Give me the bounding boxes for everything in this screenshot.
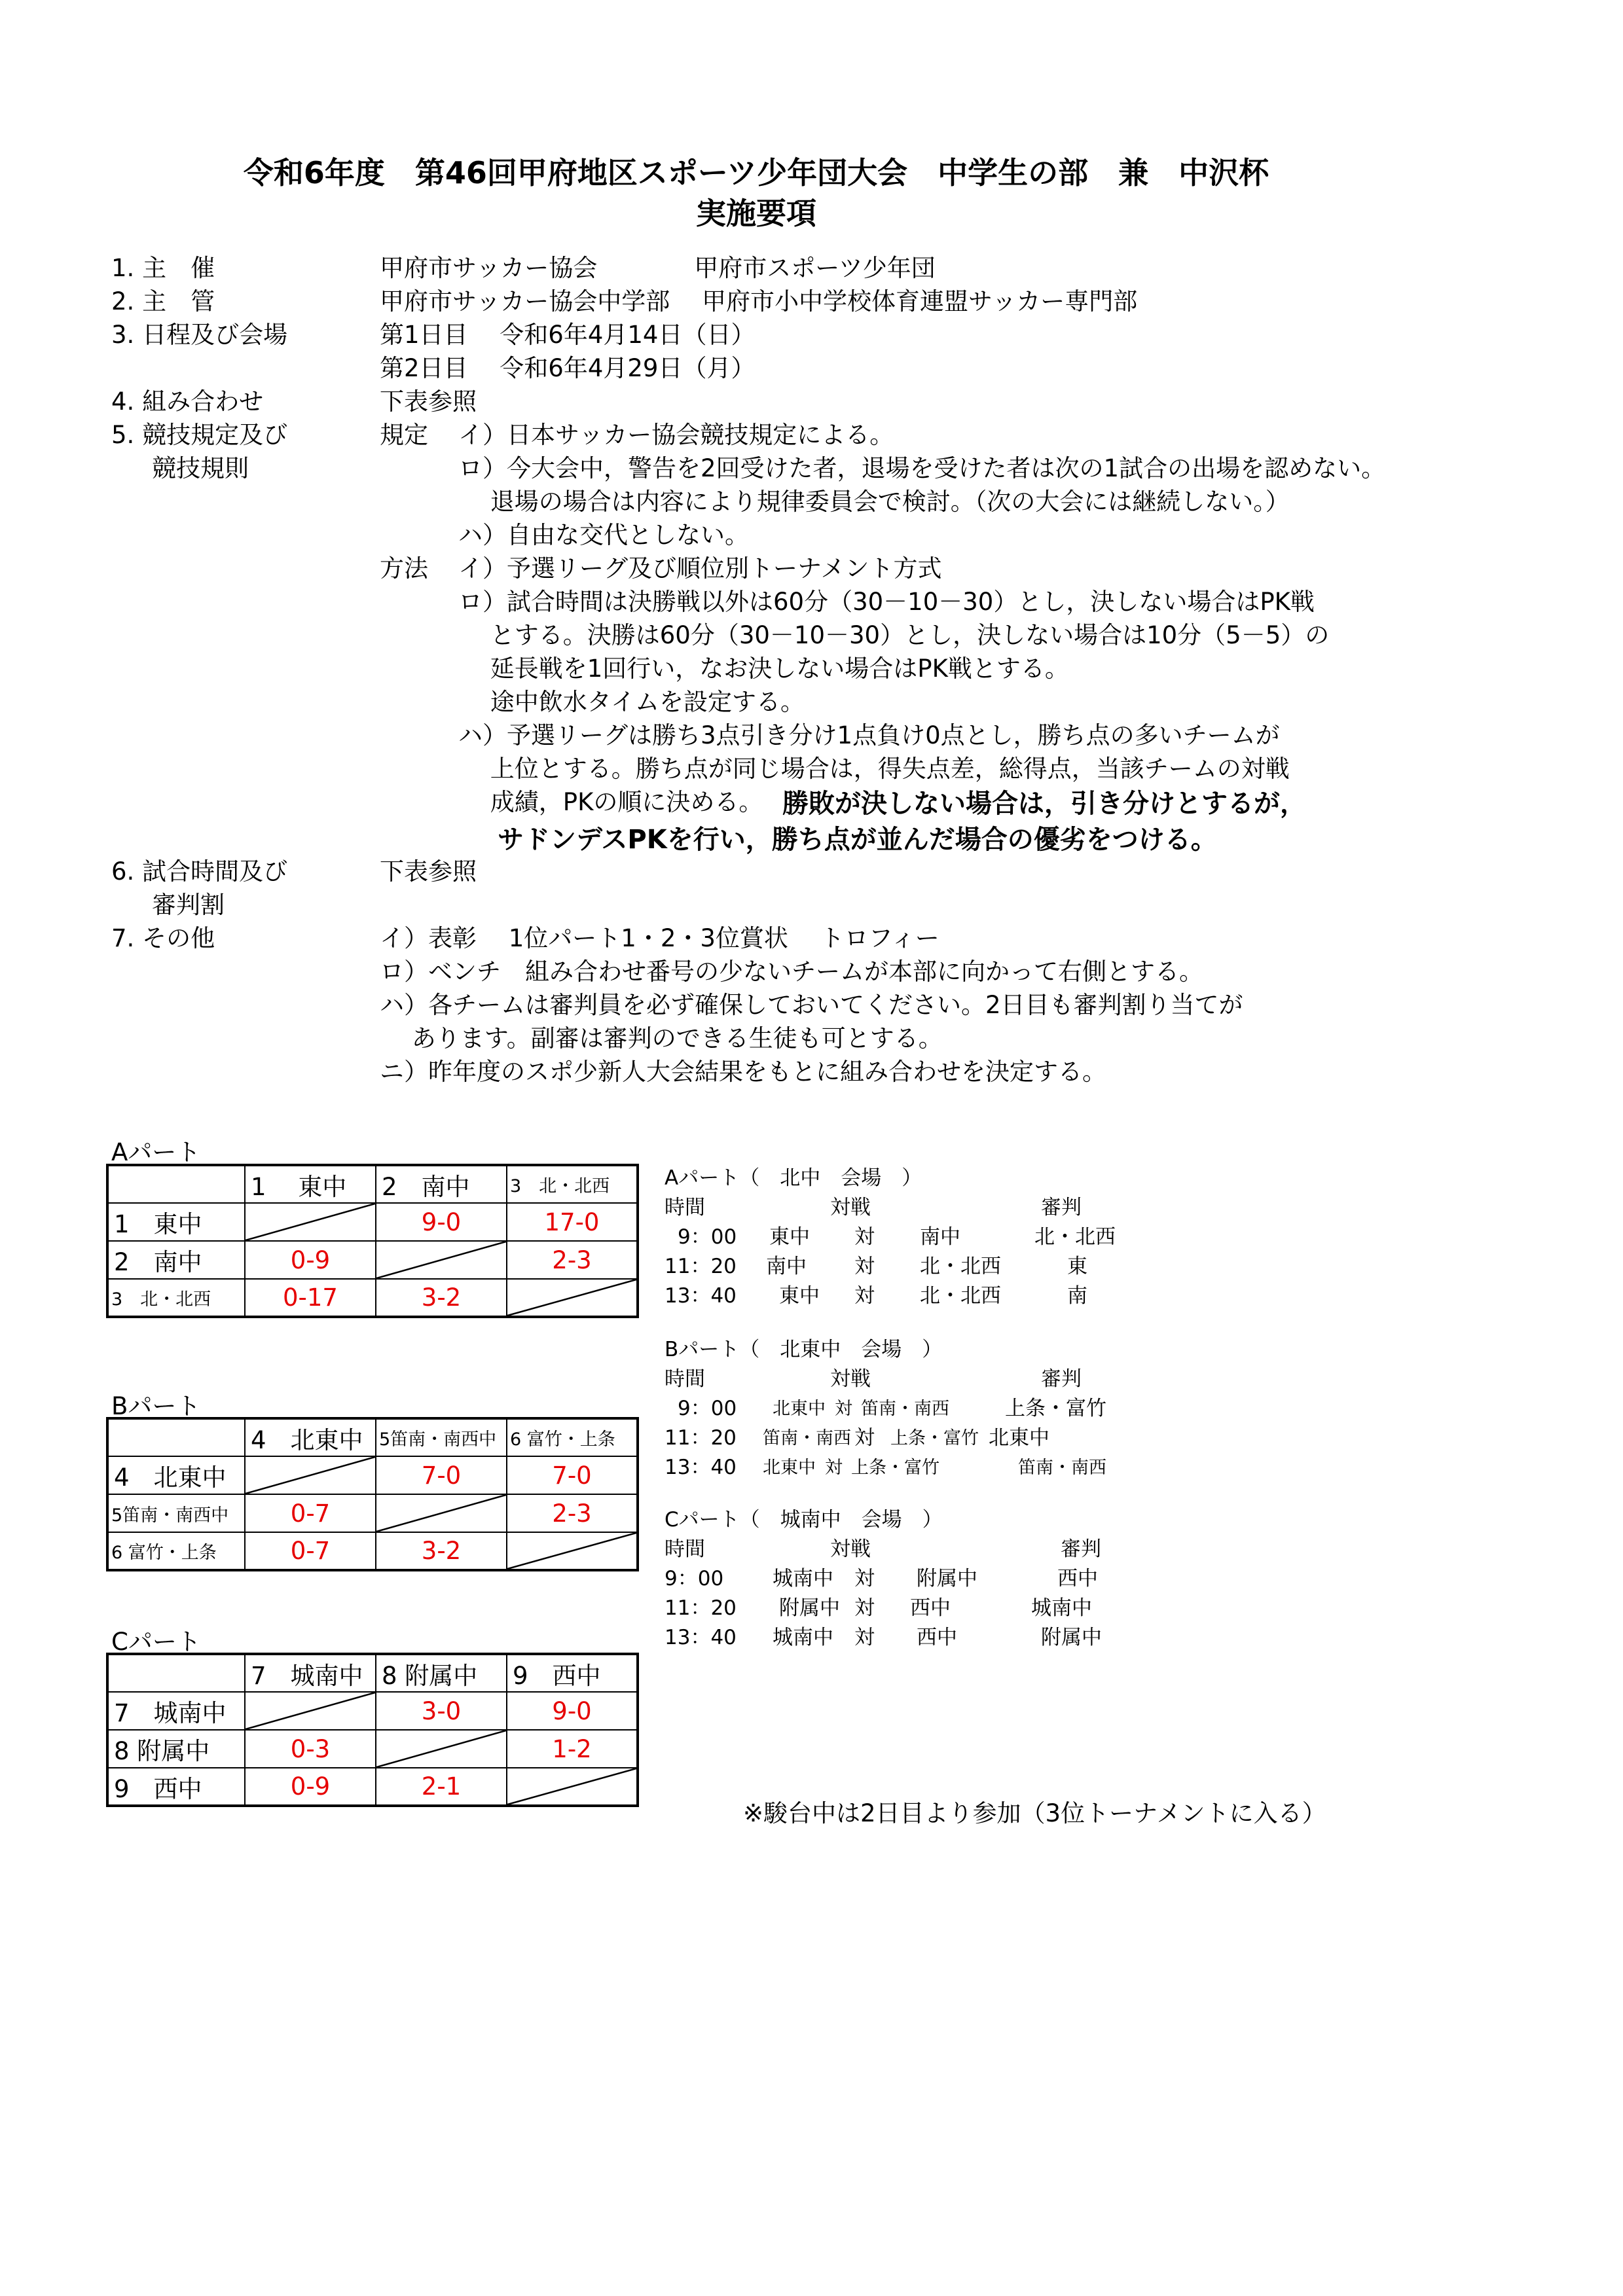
houhou-line-8: 成績，PKの順に決める。 xyxy=(458,788,763,816)
part-c-table xyxy=(106,1653,639,1807)
col-header: 9 西中 xyxy=(507,1654,638,1692)
item-5-label: 5. 競技規定及び xyxy=(111,421,288,449)
part-a-table xyxy=(106,1164,639,1318)
game-vs: 対 xyxy=(854,1626,875,1649)
kitei-line-1: イ）日本サッカー協会競技規定による。 xyxy=(458,421,894,449)
score-cell: 0-7 xyxy=(245,1494,376,1532)
diagonal-cell xyxy=(376,1241,507,1279)
game-away: 笛南・南西 xyxy=(861,1399,949,1419)
score-cell: 7-0 xyxy=(507,1456,638,1494)
houhou-line-1: イ）予選リーグ及び順位別トーナメント方式 xyxy=(458,554,942,583)
game-home: 北東中 xyxy=(763,1458,816,1478)
col-header: 7 城南中 xyxy=(245,1654,376,1692)
item-5-label-2: 競技規則 xyxy=(152,454,249,482)
game-away: 上条・富竹 xyxy=(851,1458,939,1478)
game-home: 附属中 xyxy=(779,1596,840,1620)
houhou-line-2: ロ）試合時間は決勝戦以外は60分（30－10－30）とし，決しない場合はPK戦 xyxy=(458,588,1315,616)
item-6-label-2: 審判割 xyxy=(152,891,225,919)
diagonal-cell xyxy=(507,1768,638,1806)
game-away: 上条・富竹 xyxy=(890,1428,979,1448)
game-vs: 対 xyxy=(825,1458,843,1478)
houhou-label: 方法 xyxy=(380,554,428,583)
game-vs: 対 xyxy=(854,1225,875,1249)
row-header: 6 富竹・上条 xyxy=(107,1532,245,1570)
schedule-c-heading: Cパート（ 城南中 会場 ） xyxy=(665,1508,943,1532)
part-c-title: Cパート xyxy=(111,1628,201,1656)
schedule-b-heading: Bパート（ 北東中 会場 ） xyxy=(665,1338,943,1361)
item-7-line-4: あります。副審は審判のできる生徒も可とする。 xyxy=(380,1024,943,1052)
game-home: 東中 xyxy=(779,1284,820,1308)
score-cell: 0-7 xyxy=(245,1532,376,1570)
kitei-line-3: 退場の場合は内容により規律委員会で検討。（次の大会には継続しない。） xyxy=(458,488,1290,516)
item-4-label: 4. 組み合わせ xyxy=(111,387,264,416)
row-header: 5笛南・南西中 xyxy=(107,1494,245,1532)
schedule-col-ref: 審判 xyxy=(1041,1196,1082,1219)
game-time: 13：40 xyxy=(665,1626,737,1649)
game-time: 11：20 xyxy=(665,1596,737,1620)
row-header: 9 西中 xyxy=(107,1768,245,1806)
diagonal-cell xyxy=(245,1456,376,1494)
part-b-table xyxy=(106,1417,639,1571)
game-ref: 北東中 xyxy=(989,1426,1049,1450)
item-7-line-2: ロ）ベンチ 組み合わせ番号の少ないチームが本部に向かって右側とする。 xyxy=(380,958,1203,986)
score-cell: 0-9 xyxy=(245,1768,376,1806)
item-1-label: 1. 主 催 xyxy=(111,254,215,282)
row-header: 1 東中 xyxy=(107,1203,245,1241)
houhou-line-5: 途中飲水タイムを設定する。 xyxy=(458,688,805,716)
item-2-label: 2. 主 管 xyxy=(111,287,215,315)
kitei-line-2: ロ）今大会中，警告を2回受けた者，退場を受けた者は次の1試合の出場を認めない。 xyxy=(458,454,1386,482)
row-header: 2 南中 xyxy=(107,1241,245,1279)
game-vs: 対 xyxy=(854,1596,875,1620)
game-home: 城南中 xyxy=(773,1626,833,1649)
schedule-a-heading: Aパート（ 北中 会場 ） xyxy=(665,1166,922,1190)
houhou-bold-2: サドンデスPKを行い，勝ち点が並んだ場合の優劣をつける。 xyxy=(498,825,1217,855)
houhou-bold-1: 勝敗が決しない場合は，引き分けとするが， xyxy=(782,789,1306,819)
schedule-col-match: 対戦 xyxy=(830,1367,871,1391)
schedule-col-time: 時間 xyxy=(665,1196,705,1219)
diagonal-cell xyxy=(507,1532,638,1570)
score-cell: 17-0 xyxy=(507,1203,638,1241)
game-time: 9：00 xyxy=(665,1567,724,1590)
game-vs: 対 xyxy=(854,1255,875,1278)
score-cell: 2-3 xyxy=(507,1494,638,1532)
score-cell: 9-0 xyxy=(376,1203,507,1241)
houhou-line-7: 上位とする。勝ち点が同じ場合は，得失点差，総得点，当該チームの対戦 xyxy=(458,755,1290,783)
item-7-label: 7. その他 xyxy=(111,924,215,952)
document-subtitle: 実施要項 xyxy=(696,196,816,231)
kitei-line-4: ハ）自由な交代としない。 xyxy=(458,521,749,549)
item-7-line-3: ハ）各チームは審判員を必ず確保しておいてください。2日目も審判割り当てが xyxy=(380,991,1243,1019)
item-3-label: 3. 日程及び会場 xyxy=(111,321,288,349)
item-3-text-1: 第1日目 令和6年4月14日（日） xyxy=(380,321,756,349)
game-vs: 対 xyxy=(854,1426,875,1450)
note-text: ※駿台中は2日目より参加（3位トーナメントに入る） xyxy=(743,1799,1326,1827)
game-home: 笛南・南西 xyxy=(763,1428,851,1448)
document-title: 令和6年度 第46回甲府地区スポーツ少年団大会 中学生の部 兼 中沢杯 xyxy=(243,155,1269,190)
game-home: 北東中 xyxy=(773,1399,826,1419)
schedule-col-ref: 審判 xyxy=(1041,1367,1082,1391)
row-header: 8 附属中 xyxy=(107,1730,245,1768)
game-home: 城南中 xyxy=(773,1567,833,1590)
score-cell: 1-2 xyxy=(507,1730,638,1768)
col-header: 3 北・北西 xyxy=(507,1165,638,1203)
row-header: 7 城南中 xyxy=(107,1692,245,1730)
diagonal-cell xyxy=(507,1279,638,1317)
score-cell: 0-17 xyxy=(245,1279,376,1317)
col-header: 8 附属中 xyxy=(376,1654,507,1692)
game-away: 附属中 xyxy=(917,1567,977,1590)
schedule-col-time: 時間 xyxy=(665,1367,705,1391)
houhou-line-6: ハ）予選リーグは勝ち3点引き分け1点負け0点とし，勝ち点の多いチームが xyxy=(458,721,1280,749)
part-b-title: Bパート xyxy=(111,1392,201,1420)
corner-cell xyxy=(107,1165,245,1203)
game-ref: 北・北西 xyxy=(1034,1225,1116,1249)
game-ref: 上条・富竹 xyxy=(1005,1397,1106,1420)
game-ref: 南 xyxy=(1067,1284,1087,1308)
item-3-text-2: 第2日目 令和6年4月29日（月） xyxy=(380,354,756,382)
corner-cell xyxy=(107,1654,245,1692)
game-time: 13：40 xyxy=(665,1456,737,1479)
game-ref: 笛南・南西 xyxy=(1018,1458,1106,1478)
score-cell: 2-1 xyxy=(376,1768,507,1806)
row-header: 4 北東中 xyxy=(107,1456,245,1494)
score-cell: 3-2 xyxy=(376,1532,507,1570)
score-cell: 3-0 xyxy=(376,1692,507,1730)
game-home: 東中 xyxy=(769,1225,810,1249)
schedule-col-match: 対戦 xyxy=(830,1196,871,1219)
score-cell: 3-2 xyxy=(376,1279,507,1317)
game-time: 11：20 xyxy=(665,1426,737,1450)
score-cell: 0-9 xyxy=(245,1241,376,1279)
schedule-col-ref: 審判 xyxy=(1061,1537,1101,1561)
houhou-line-4: 延長戦を1回行い，なお決しない場合はPK戦とする。 xyxy=(458,655,1069,683)
col-header: 6 富竹・上条 xyxy=(507,1418,638,1456)
item-4-text: 下表参照 xyxy=(380,387,477,416)
item-1-text: 甲府市サッカー協会 甲府市スポーツ少年団 xyxy=(380,254,936,282)
game-time: 11：20 xyxy=(665,1255,737,1278)
item-6-label: 6. 試合時間及び xyxy=(111,857,288,886)
houhou-line-3: とする。決勝は60分（30－10－30）とし，決しない場合は10分（5－5）の xyxy=(458,621,1330,649)
game-ref: 城南中 xyxy=(1031,1596,1092,1620)
item-6-text: 下表参照 xyxy=(380,857,477,886)
diagonal-cell xyxy=(376,1494,507,1532)
diagonal-cell xyxy=(376,1730,507,1768)
game-time: 9：00 xyxy=(678,1397,737,1420)
item-7-line-1: イ）表彰 1位パート1・2・3位賞状 トロフィー xyxy=(380,924,939,952)
game-away: 北・北西 xyxy=(920,1284,1001,1308)
game-vs: 対 xyxy=(854,1567,875,1590)
schedule-col-match: 対戦 xyxy=(830,1537,871,1561)
item-7-line-5: ニ）昨年度のスポ少新人大会結果をもとに組み合わせを決定する。 xyxy=(380,1058,1106,1086)
item-2-text: 甲府市サッカー協会中学部 甲府市小中学校体育連盟サッカー専門部 xyxy=(380,287,1138,315)
game-away: 西中 xyxy=(910,1596,951,1620)
kitei-label: 規定 xyxy=(380,421,428,449)
col-header: 2 南中 xyxy=(376,1165,507,1203)
schedule-col-time: 時間 xyxy=(665,1537,705,1561)
game-vs: 対 xyxy=(854,1284,875,1308)
score-cell: 9-0 xyxy=(507,1692,638,1730)
row-header: 3 北・北西 xyxy=(107,1279,245,1317)
game-ref: 附属中 xyxy=(1041,1626,1102,1649)
col-header: 4 北東中 xyxy=(245,1418,376,1456)
game-time: 13：40 xyxy=(665,1284,737,1308)
col-header: 5笛南・南西中 xyxy=(376,1418,507,1456)
part-a-title: Aパート xyxy=(111,1138,201,1166)
corner-cell xyxy=(107,1418,245,1456)
game-away: 西中 xyxy=(917,1626,957,1649)
score-cell: 2-3 xyxy=(507,1241,638,1279)
game-vs: 対 xyxy=(835,1399,852,1419)
score-cell: 7-0 xyxy=(376,1456,507,1494)
game-away: 南中 xyxy=(920,1225,960,1249)
diagonal-cell xyxy=(245,1203,376,1241)
diagonal-cell xyxy=(245,1692,376,1730)
game-home: 南中 xyxy=(766,1255,807,1278)
game-away: 北・北西 xyxy=(920,1255,1001,1278)
score-cell: 0-3 xyxy=(245,1730,376,1768)
game-ref: 西中 xyxy=(1057,1567,1098,1590)
game-time: 9：00 xyxy=(678,1225,737,1249)
col-header: 1 東中 xyxy=(245,1165,376,1203)
game-ref: 東 xyxy=(1067,1255,1087,1278)
